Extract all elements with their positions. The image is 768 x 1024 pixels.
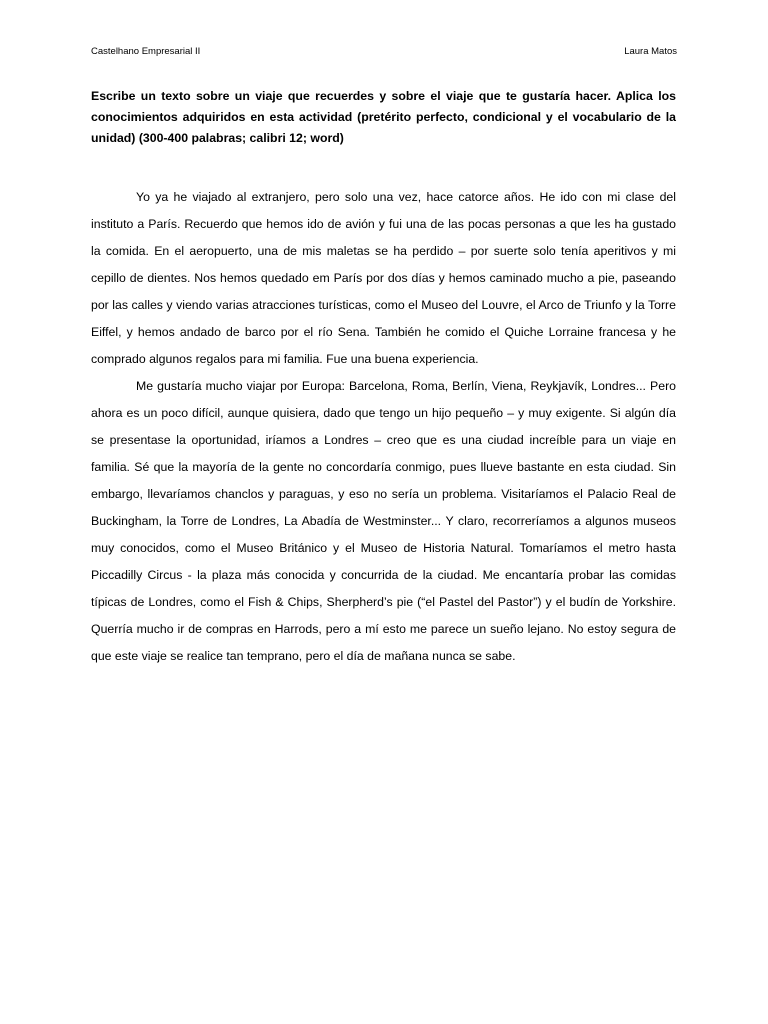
header-course: Castelhano Empresarial II bbox=[91, 45, 201, 57]
header-author: Laura Matos bbox=[624, 45, 677, 57]
assignment-prompt: Escribe un texto sobre un viaje que recuerdes y sobre el viaje que te gustaría hacer. Aplica los conocimientos adquiridos en esta actividad (pretérito perfecto, condicional y el vocabulario de la unidad) (300-400 palabras; calibri 12; word) bbox=[91, 89, 676, 145]
essay-paragraph-2: Me gustaría mucho viajar por Europa: Barcelona, Roma, Berlín, Viena, Reykjavík, Londres... Pero ahora es un poco difícil, aunque quisiera, dado que tengo un hijo pequeño – y muy exigente. Si algún día se presentase la oportunidad, iríamos a Londres – creo que es una ciudad increíble para un viaje en familia. Sé que la mayoría de la gente no concordaría conmigo, pues llueve bastante en esta ciudad. Sin embargo, llevaríamos chanclos y paraguas, y eso no sería un problema. Visitaríamos el Palacio Real de Buckingham, la Torre de Londres, La Abadía de Westminster... Y claro, recorreríamos a algunos museos muy conocidos, como el Museo Británico y el Museo de Historia Natural. Tomaríamos el metro hasta Piccadilly Circus - la plaza más conocida y concurrida de la ciudad. Me encantaría probar las comidas típicas de Londres, como el Fish & Chips, Sherpherd’s pie (“el Pastel del Pastor”) y el budín de Yorkshire. Querría mucho ir de compras en Harrods, pero a mí esto me parece un sueño lejano. No estoy segura de que este viaje se realice tan temprano, pero el día de mañana nunca se sabe. bbox=[91, 379, 676, 663]
page-header bbox=[91, 44, 677, 58]
essay-paragraph-1: Yo ya he viajado al extranjero, pero solo una vez, hace catorce años. He ido con mi clase del instituto a París. Recuerdo que hemos ido de avión y fui una de las pocas personas a que les ha gustado la comida. En el aeropuerto, una de mis maletas se ha perdido – por suerte solo tenía aperitivos y mi cepillo de dientes. Nos hemos quedado em París por dos días y hemos caminado mucho a pie, paseando por las calles y viendo varias atracciones turísticas, como el Museo del Louvre, el Arco de Triunfo y la Torre Eiffel, y hemos andado de barco por el río Sena. También he comido el Quiche Lorraine francesa y he comprado algunos regalos para mi familia. Fue una buena experiencia. bbox=[91, 190, 676, 366]
essay-body bbox=[91, 184, 676, 670]
